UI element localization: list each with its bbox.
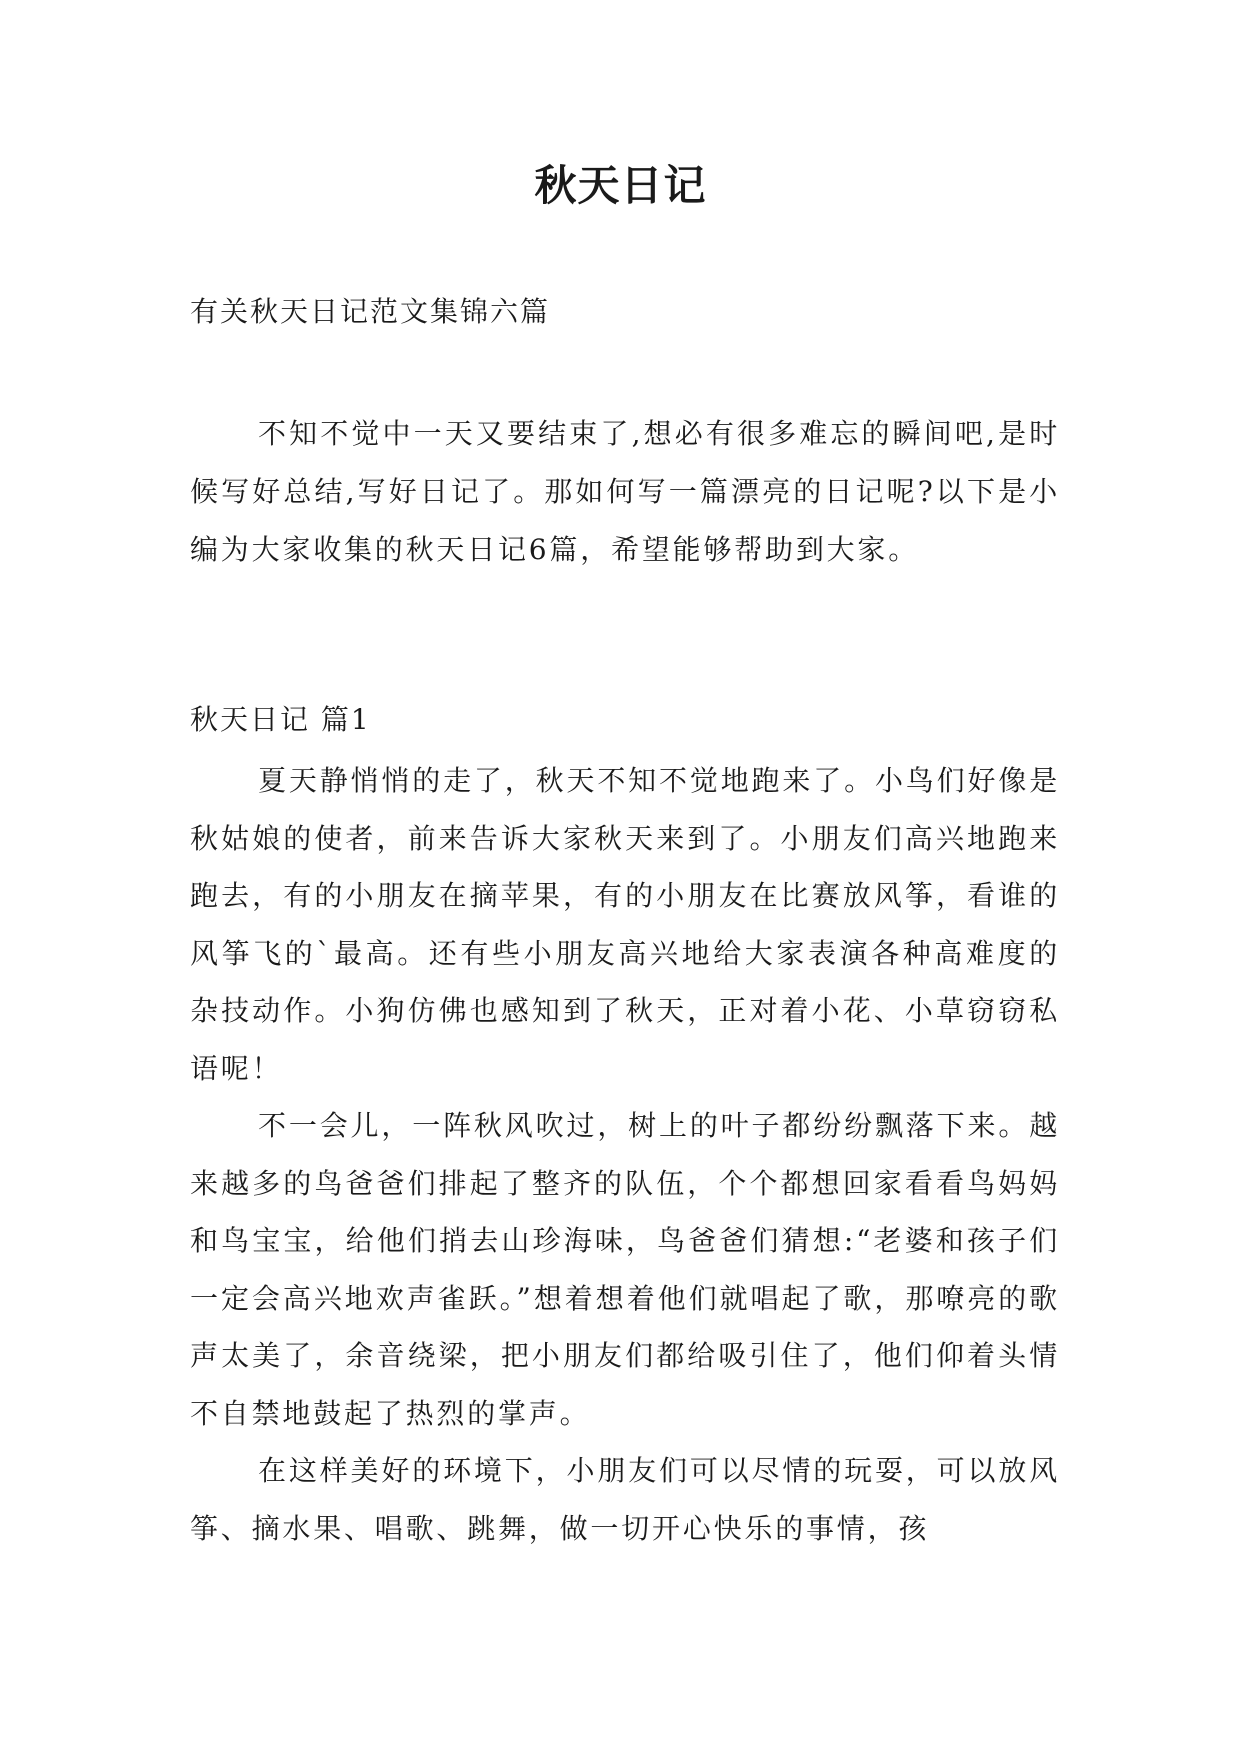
body-paragraph: 在这样美好的环境下，小朋友们可以尽情的玩耍，可以放风筝、摘水果、唱歌、跳舞，做一切开心快乐的事情，孩 xyxy=(190,1454,1060,1545)
document-title: 秋天日记 xyxy=(534,161,707,210)
body-paragraph: 不一会儿，一阵秋风吹过，树上的叶子都纷纷飘落下来。越来越多的鸟爸爸们排起了整齐的队伍，个个都想回家看看鸟妈妈和鸟宝宝，给他们捎去山珍海味，鸟爸爸们猜想:“老婆和孩子们一定会高兴地欢声雀跃。”想着想着他们就唱起了歌，那嘹亮的歌声太美了，余音绕梁，把小朋友们都给吸引住了，他们仰着头情不自禁地鼓起了热烈的掌声。 xyxy=(190,1109,1060,1430)
section-body xyxy=(190,752,1060,1557)
intro-paragraph: 不知不觉中一天又要结束了,想必有很多难忘的瞬间吧,是时候写好总结,写好日记了。那如何写一篇漂亮的日记呢?以下是小编为大家收集的秋天日记6篇，希望能够帮助到大家。 xyxy=(190,417,1060,566)
body-paragraph: 夏天静悄悄的走了，秋天不知不觉地跑来了。小鸟们好像是秋姑娘的使者，前来告诉大家秋天来到了。小朋友们高兴地跑来跑去，有的小朋友在摘苹果，有的小朋友在比赛放风筝，看谁的风筝飞的`最高。还有些小朋友高兴地给大家表演各种高难度的杂技动作。小狗仿佛也感知到了秋天，正对着小花、小草窃窃私语呢！ xyxy=(190,764,1060,1085)
document-subtitle: 有关秋天日记范文集锦六篇 xyxy=(190,295,551,328)
section-heading: 秋天日记 篇1 xyxy=(190,703,371,736)
